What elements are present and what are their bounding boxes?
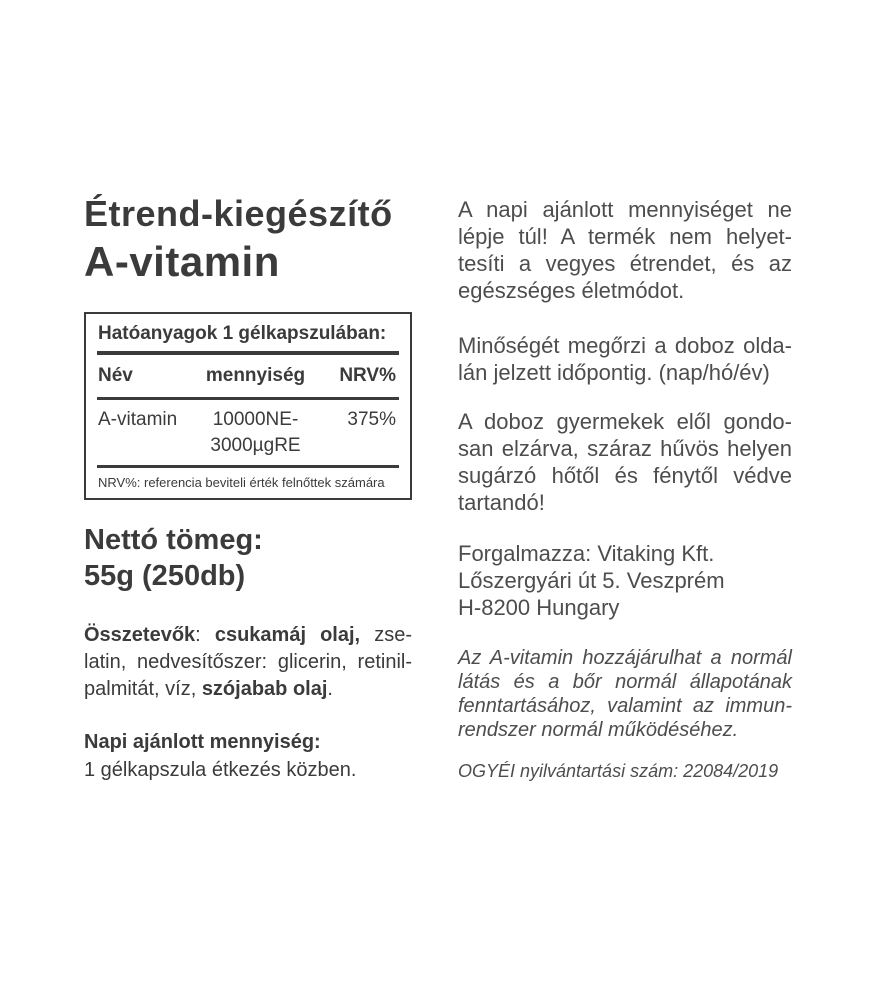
ingredients-text: . [327, 678, 333, 700]
warning-line: A napi ajánlott mennyiséget ne [458, 197, 792, 222]
distributor-line: Forgalmazza: Vitaking Kft. [458, 541, 715, 566]
ingredients-label: Összetevők [84, 624, 196, 646]
ingredients-text: zse- [360, 624, 412, 646]
column-header-amount: mennyiség [205, 365, 306, 386]
health-claim-line: látás és a bőr normál állapotának [458, 671, 792, 693]
storage-line: sugárzó hőtől és fénytől védve [458, 463, 792, 488]
distributor-block [458, 540, 792, 621]
health-claim-line: Az A-vitamin hozzájárulhat a normál [458, 647, 792, 669]
table-row [96, 400, 400, 465]
active-ingredients-table [84, 312, 412, 500]
registration-number: OGYÉI nyilvántartási szám: 22084/2019 [458, 761, 779, 781]
storage-paragraph [458, 408, 792, 516]
amount-line-1: 10000NE- [212, 409, 299, 430]
best-before-paragraph [458, 332, 792, 386]
ingredients-text: : [195, 624, 215, 646]
net-weight-label: Nettó tömeg: [84, 524, 263, 556]
warning-line: lépje túl! A termék nem helyet- [458, 224, 792, 249]
ingredients-text: palmitát, víz, [84, 678, 202, 700]
ingredients-bold-text: szójabab olaj [201, 678, 328, 700]
distributor-line: H-8200 Hungary [458, 595, 620, 620]
amount-line-2: 3000µgRE [210, 435, 301, 456]
daily-dose-block [84, 728, 412, 784]
table-footnote: NRV%: referencia beviteli érték felnőttek számára [98, 475, 385, 490]
column-header-nrv: NRV% [339, 365, 396, 386]
distributor-line: Lőszergyári út 5. Veszprém [458, 568, 725, 593]
health-claim-paragraph [458, 646, 792, 742]
ingredient-name-cell: A-vitamin [98, 409, 178, 430]
warning-line: egészséges életmódot. [458, 278, 685, 303]
ingredients-line: latin, nedvesítőszer: glicerin, retinil- [84, 651, 412, 673]
daily-dose-text: 1 gélkapszula étkezés közben. [84, 759, 357, 781]
warning-paragraph [458, 196, 792, 304]
net-weight-block [84, 522, 412, 594]
best-before-line: Minőségét megőrzi a doboz olda- [458, 333, 792, 358]
category-heading: Étrend-kiegészítő [84, 193, 393, 234]
best-before-line: lán jelzett időpontig. (nap/hó/év) [458, 360, 770, 385]
ingredient-amount-cell [191, 407, 320, 459]
ingredients-paragraph [84, 622, 412, 703]
daily-dose-heading: Napi ajánlott mennyiség: [84, 731, 321, 753]
storage-line: A doboz gyermekek elől gondo- [458, 409, 792, 434]
column-header-name: Név [98, 365, 133, 386]
health-claim-line: rendszer normál működéséhez. [458, 719, 739, 741]
ingredient-nrv-cell: 375% [347, 409, 396, 430]
net-weight-value: 55g (250db) [84, 560, 246, 592]
health-claim-line: fenntartásához, valamint az immun- [458, 695, 792, 717]
warning-line: tesíti a vegyes étrendet, és az [458, 251, 792, 276]
table-title: Hatóanyagok 1 gélkapszulában: [98, 323, 387, 344]
storage-line: tartandó! [458, 490, 545, 515]
ingredients-bold-text: csukamáj olaj, [214, 624, 361, 646]
ingredients-line [84, 622, 412, 649]
ingredients-line [84, 676, 412, 703]
storage-line: san elzárva, száraz hűvös helyen [458, 436, 792, 461]
table-header-row [96, 355, 400, 397]
product-name-heading: A-vitamin [84, 238, 280, 285]
